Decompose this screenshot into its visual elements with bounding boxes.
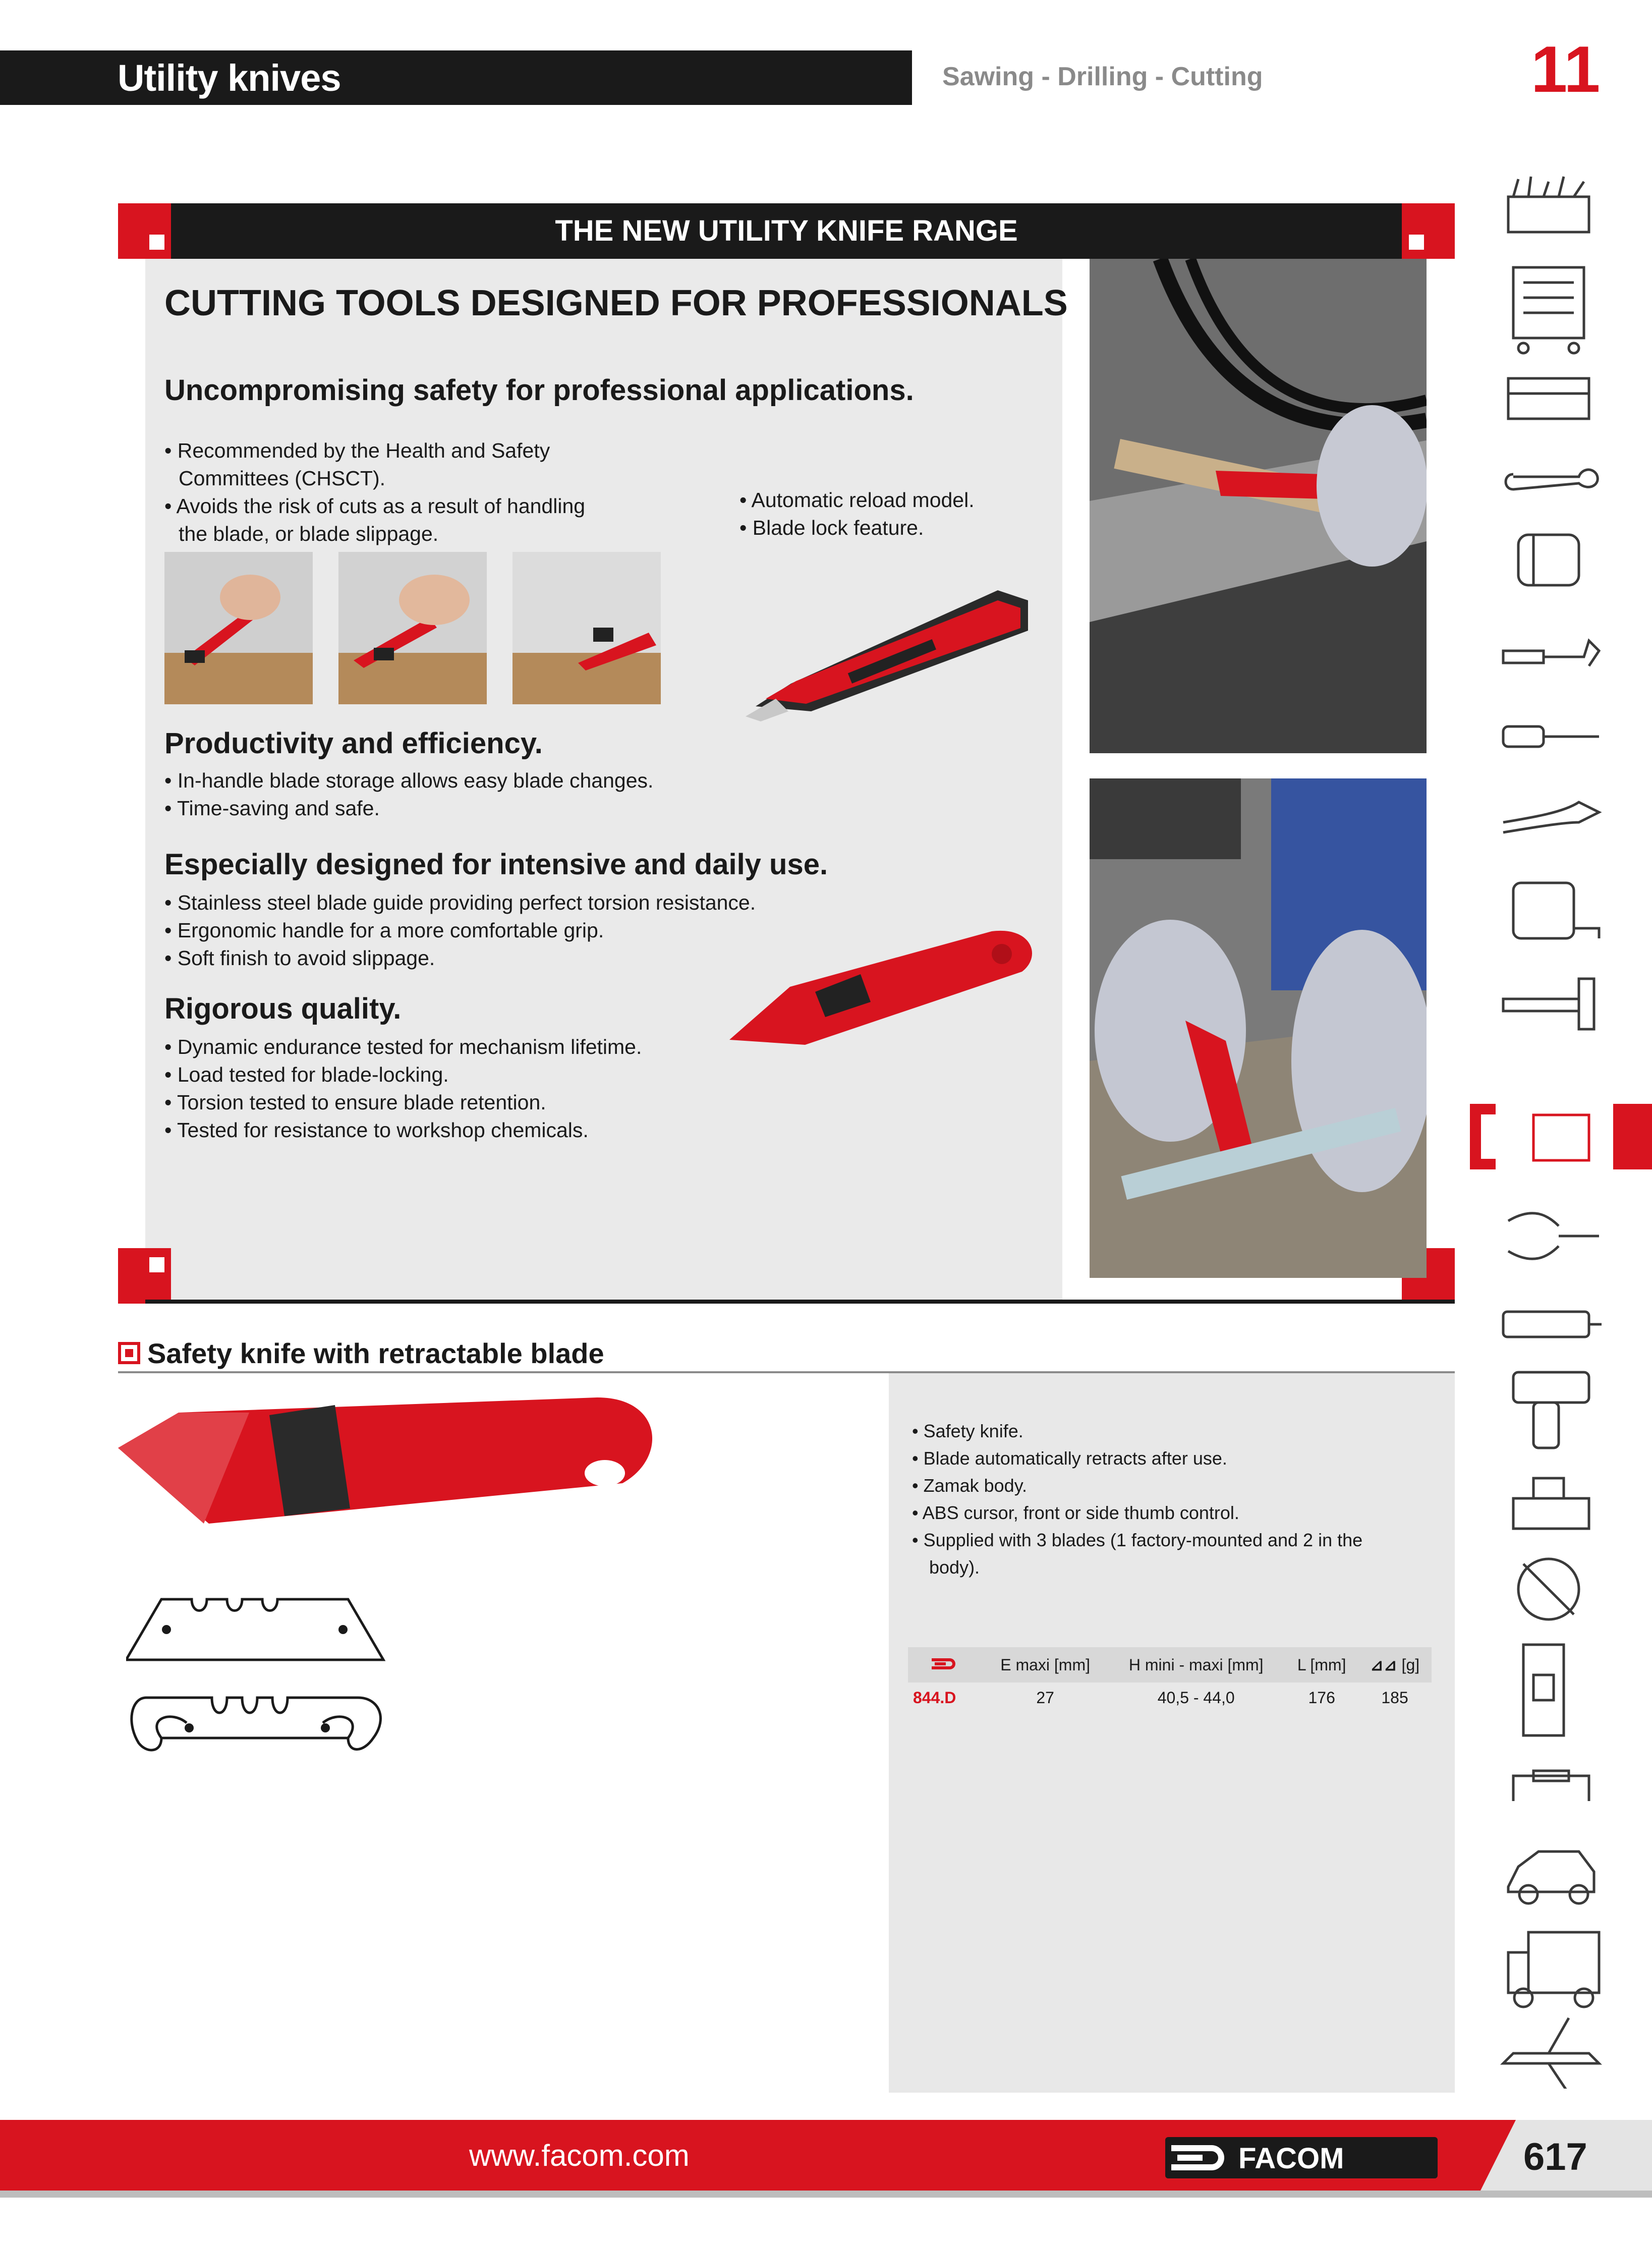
airplane-icon	[1503, 2018, 1599, 2089]
tool-trolley-icon	[1513, 267, 1584, 353]
ratchet-icon	[1503, 641, 1599, 666]
handle-icon	[1513, 1771, 1589, 1801]
puller-icon	[1508, 1213, 1599, 1259]
reference-logo-icon	[908, 1647, 984, 1683]
chapter-number: 11	[1531, 32, 1601, 106]
website-link[interactable]: www.facom.com	[469, 2139, 690, 2172]
circuit-breaker-icon	[1523, 1645, 1564, 1735]
page-number: 617	[1523, 2136, 1587, 2178]
truck-icon	[1508, 1932, 1599, 2007]
safety-knife-feature-image	[729, 926, 1042, 1047]
hacksaw-icon	[1533, 1115, 1589, 1160]
productivity-bullets	[164, 767, 972, 822]
bullet: • Stainless steel blade guide providing perfect torsion resistance.	[164, 891, 756, 914]
auto-reload-knife-image	[746, 580, 1038, 721]
bullet: • In-handle blade storage allows easy blade changes.	[164, 769, 654, 792]
tool-chest-icon	[1508, 177, 1589, 232]
facom-logo	[1165, 2137, 1448, 2178]
demo-photo-1	[164, 552, 313, 704]
productivity-heading: Productivity and efficiency.	[164, 727, 543, 760]
bullet: • Tested for resistance to workshop chemicals.	[164, 1118, 589, 1142]
product-bullets	[912, 1418, 1406, 1581]
col-e-maxi: E maxi [mm]	[984, 1647, 1107, 1683]
bullet: • Automatic reload model.	[739, 488, 975, 512]
col-weight: ⊿⊿ [g]	[1358, 1647, 1432, 1683]
safety-icon	[1518, 1559, 1579, 1619]
cell-e-maxi: 27	[1036, 1688, 1054, 1707]
bullet: • Safety knife.	[912, 1421, 1023, 1441]
col-h-range: H mini - maxi [mm]	[1107, 1647, 1285, 1683]
safety-heading: Uncompromising safety for professional applications.	[164, 374, 914, 407]
cell-length: 176	[1308, 1688, 1335, 1707]
active-chapter-tab[interactable]	[1613, 1104, 1652, 1169]
photo-cutting-hose	[1090, 259, 1427, 753]
svg-text:FACOM: FACOM	[1238, 2142, 1344, 2175]
bullet: • Zamak body.	[912, 1475, 1028, 1496]
corner-marker-bottom-left	[118, 1248, 171, 1304]
reload-bullets	[739, 486, 1022, 542]
intensive-heading: Especially designed for intensive and daily use.	[164, 848, 828, 881]
bullet: • Dynamic endurance tested for mechanism lifetime.	[164, 1035, 642, 1058]
col-length: L [mm]	[1285, 1647, 1358, 1683]
product-title: Safety knife with retractable blade	[147, 1337, 604, 1369]
section-subtitle: Sawing - Drilling - Cutting	[942, 62, 1263, 91]
chapter-sidebar	[1498, 172, 1604, 2089]
safety-knife-product-image	[118, 1387, 673, 1539]
safety-bullets	[164, 437, 608, 548]
trapezoid-blade-diagram	[126, 1594, 388, 1665]
quality-heading: Rigorous quality.	[164, 992, 402, 1025]
impact-wrench-icon	[1513, 1372, 1589, 1448]
cell-weight: 185	[1381, 1688, 1408, 1707]
wrench-icon	[1506, 470, 1598, 489]
product-reference[interactable]: 844.D	[913, 1688, 956, 1707]
weight-icon: ⊿⊿	[1370, 1656, 1402, 1674]
tool-box-icon	[1508, 378, 1589, 419]
bullet: • Time-saving and safe.	[164, 797, 380, 820]
bullet: • Supplied with 3 blades (1 factory-mounted and 2 in the body).	[912, 1530, 1363, 1578]
bullet: • Torsion tested to ensure blade retention.	[164, 1091, 546, 1114]
bullet: • ABS cursor, front or side thumb control.	[912, 1502, 1239, 1523]
blade-demo-photos	[164, 552, 669, 704]
vice-icon	[1513, 1478, 1589, 1529]
bullet: • Load tested for blade-locking.	[164, 1063, 449, 1086]
bullet: • Blade automatically retracts after use.	[912, 1448, 1227, 1469]
screwdriver-icon	[1503, 726, 1599, 747]
section-marker-icon	[118, 1342, 140, 1364]
hammer-icon	[1503, 979, 1594, 1029]
footer-bottom-rule	[0, 2191, 1652, 2198]
feature-bar-title: THE NEW UTILITY KNIFE RANGE	[555, 214, 1018, 247]
hook-blade-diagram	[126, 1688, 388, 1768]
car-icon	[1508, 1852, 1594, 1903]
bullet: • Ergonomic handle for a more comfortable grip.	[164, 919, 604, 942]
spec-table-header	[908, 1647, 1432, 1683]
corner-marker-top-right	[1402, 203, 1455, 259]
demo-photo-2	[338, 552, 487, 704]
cell-h-range: 40,5 - 44,0	[1157, 1688, 1235, 1707]
spec-table	[908, 1647, 1432, 1713]
bullet: • Avoids the risk of cuts as a result of handling the blade, or blade slippage.	[164, 494, 586, 545]
tape-measure-icon	[1513, 883, 1599, 938]
bullet: • Blade lock feature.	[739, 516, 924, 539]
active-chapter-bracket	[1465, 1104, 1501, 1169]
corner-marker-top-left	[118, 203, 171, 259]
demo-photo-3	[512, 552, 661, 704]
electrical-tester-icon	[1503, 1312, 1602, 1337]
photo-cutting-tube	[1090, 778, 1427, 1278]
pliers-icon	[1503, 802, 1599, 832]
application-photos	[1090, 259, 1427, 1278]
socket-icon	[1518, 535, 1579, 585]
feature-bottom-rule	[145, 1300, 1455, 1304]
feature-headline: CUTTING TOOLS DESIGNED FOR PROFESSIONALS	[164, 283, 1068, 323]
bullet: • Recommended by the Health and Safety Committees (CHSCT).	[164, 439, 550, 490]
table-row	[908, 1683, 1432, 1713]
quality-bullets	[164, 1033, 871, 1144]
bullet: • Soft finish to avoid slippage.	[164, 946, 435, 970]
page-title: Utility knives	[118, 57, 341, 99]
